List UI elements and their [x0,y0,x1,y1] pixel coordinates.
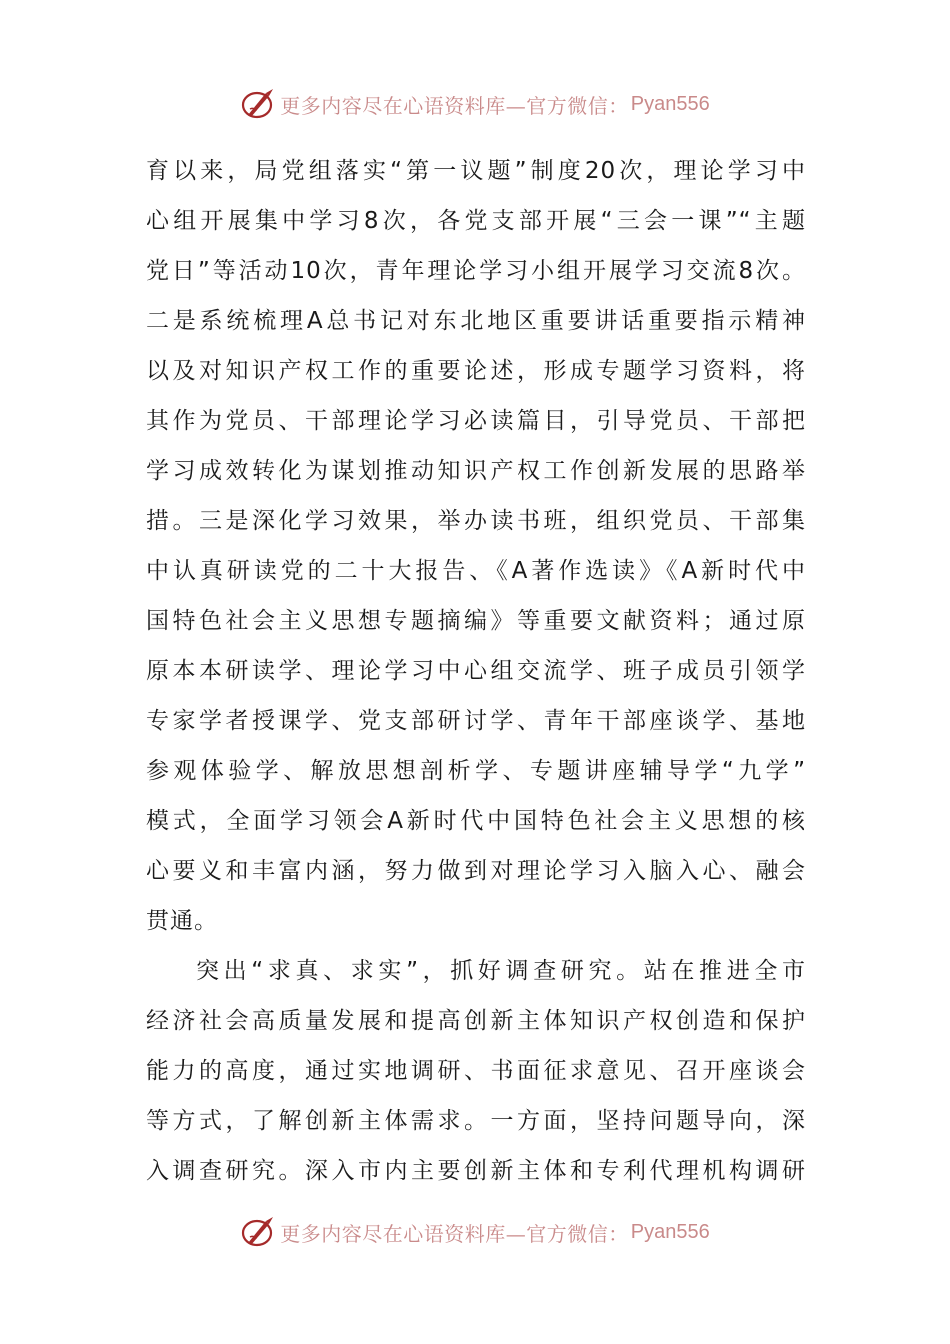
quill-logo-icon [240,1215,276,1249]
watermark-text: 更多内容尽在心语资料库—官方微信： [280,93,629,118]
text-line: 二是系统梳理A总书记对东北地区重要讲话重要指示精神 [146,308,806,334]
watermark-wechat-id: Pyan556 [630,1220,710,1243]
text-line: 贯通。 [146,908,218,934]
watermark-wechat-id: Pyan556 [630,92,710,115]
text-line: 入调查研究。深入市内主要创新主体和专利代理机构调研 [146,1158,806,1184]
text-line: 专家学者授课学、党支部研讨学、青年干部座谈学、基地 [146,708,806,734]
text-line: 等方式，了解创新主体需求。一方面，坚持问题导向，深 [146,1108,806,1134]
paragraph-2 [146,946,806,1196]
text-line: 原本本研读学、理论学习中心组交流学、班子成员引领学 [146,658,806,684]
text-line: 心组开展集中学习8次，各党支部开展“三会一课”“主题 [146,208,806,234]
text-line: 党日”等活动10次，青年理论学习小组开展学习交流8次。 [146,258,806,284]
quill-logo-icon [240,87,276,121]
watermark-text: 更多内容尽在心语资料库—官方微信： [280,1221,629,1246]
text-line: 育以来，局党组落实“第一议题”制度20次，理论学习中 [146,158,806,184]
header-watermark [0,84,950,124]
text-line: 其作为党员、干部理论学习必读篇目，引导党员、干部把 [146,408,806,434]
text-line: 参观体验学、解放思想剖析学、专题讲座辅导学“九学” [146,758,806,784]
text-line: 心要义和丰富内涵，努力做到对理论学习入脑入心、融会 [146,858,806,884]
watermark-row [240,1215,709,1249]
watermark-row [240,87,709,121]
text-line: 以及对知识产权工作的重要论述，形成专题学习资料，将 [146,358,806,384]
text-line: 经济社会高质量发展和提高创新主体知识产权创造和保护 [146,1008,806,1034]
document-body [146,146,806,1196]
text-line: 措。三是深化学习效果，举办读书班，组织党员、干部集 [146,508,806,534]
footer-watermark [0,1212,950,1252]
text-line: 模式，全面学习领会A新时代中国特色社会主义思想的核 [146,808,806,834]
text-line: 学习成效转化为谋划推动知识产权工作创新发展的思路举 [146,458,806,484]
text-line: 国特色社会主义思想专题摘编》等重要文献资料；通过原 [146,608,806,634]
text-line: 中认真研读党的二十大报告、《A著作选读》《A新时代中 [146,558,806,584]
text-line: 突出“求真、求实”，抓好调查研究。站在推进全市 [196,958,806,984]
paragraph-1 [146,146,806,946]
text-line: 能力的高度，通过实地调研、书面征求意见、召开座谈会 [146,1058,806,1084]
